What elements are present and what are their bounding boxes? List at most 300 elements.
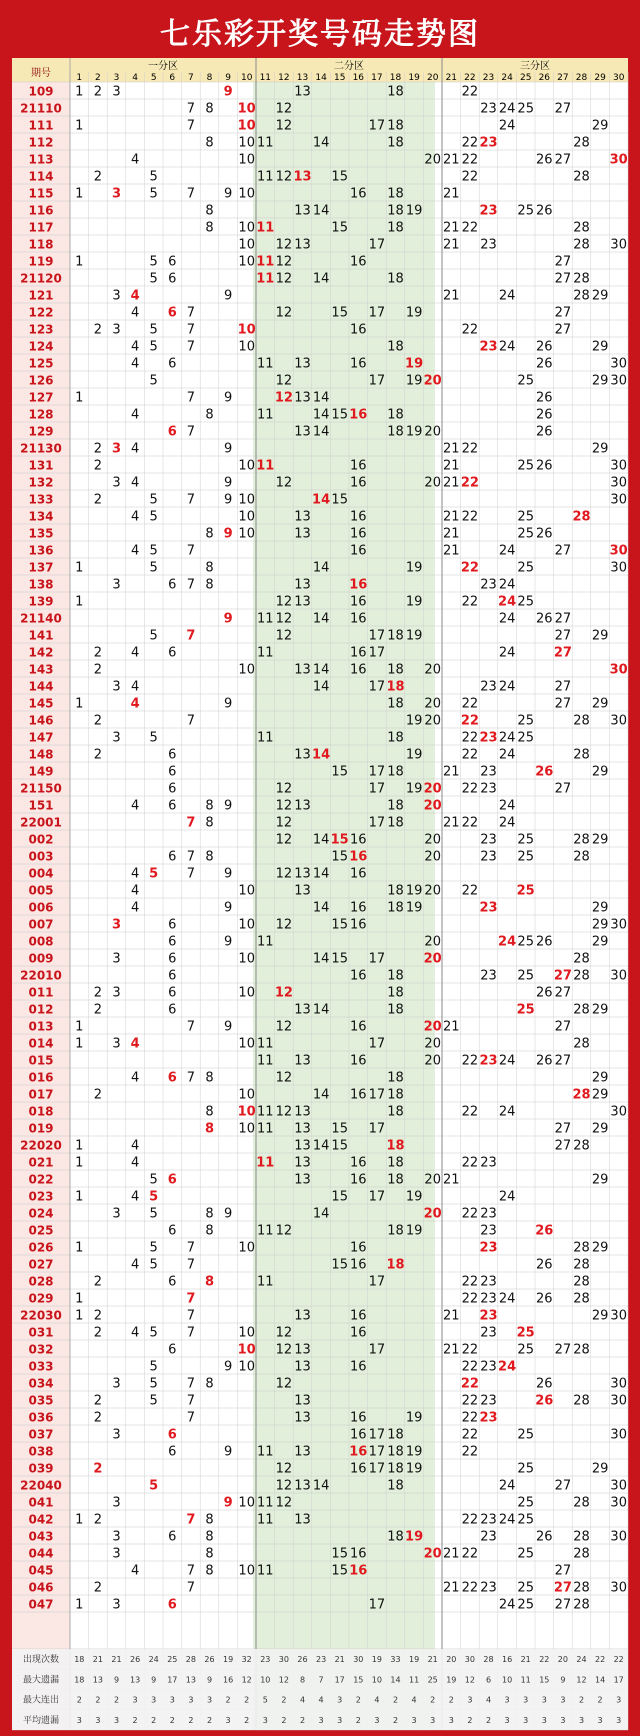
hit-number: 21	[443, 458, 460, 474]
hit-number: 11	[257, 1563, 274, 1579]
hit-number: 27	[554, 1597, 572, 1613]
stats-value: 3	[523, 1695, 529, 1705]
hit-number: 29	[591, 373, 609, 389]
hit-number: 24	[498, 1104, 516, 1120]
hit-number: 14	[312, 866, 330, 882]
hit-number: 16	[350, 509, 367, 525]
hit-number: 27	[554, 611, 572, 627]
hit-number: 30	[610, 1308, 627, 1324]
hit-number: 26	[536, 526, 553, 542]
special-number: 7	[186, 628, 196, 644]
special-number: 18	[386, 1138, 405, 1154]
hit-number: 16	[350, 611, 367, 627]
stats-value: 2	[578, 1695, 585, 1705]
hit-number: 5	[149, 1206, 158, 1222]
special-number: 27	[553, 645, 572, 661]
stats-value: 2	[281, 1695, 287, 1705]
special-number: 28	[572, 1087, 591, 1103]
hit-number: 2	[93, 492, 103, 508]
hit-number: 26	[536, 356, 553, 372]
hit-number: 16	[350, 645, 367, 661]
hit-number: 23	[480, 781, 497, 797]
hit-number: 11	[257, 1495, 274, 1511]
hit-number: 12	[275, 815, 293, 831]
hit-number: 21	[443, 441, 460, 457]
hit-number: 4	[130, 679, 140, 695]
hit-number: 22	[461, 883, 479, 899]
stats-value: 4	[411, 1695, 417, 1705]
hit-number: 9	[223, 900, 233, 916]
hit-number: 28	[573, 713, 590, 729]
hit-number: 2	[93, 322, 103, 338]
hit-number: 3	[112, 1427, 121, 1443]
hit-number: 21	[443, 543, 460, 559]
hit-number: 5	[149, 1359, 158, 1375]
stats-value: 3	[597, 1715, 603, 1725]
hit-number: 10	[238, 492, 255, 508]
hit-number: 16	[350, 1308, 367, 1324]
special-number: 30	[609, 662, 628, 678]
hit-number: 13	[294, 1121, 311, 1137]
hit-number: 4	[130, 509, 140, 525]
hit-number: 16	[350, 1410, 367, 1426]
hit-number: 12	[275, 611, 293, 627]
special-number: 14	[312, 492, 331, 508]
hit-number: 20	[424, 662, 441, 678]
hit-number: 22	[461, 1410, 479, 1426]
hit-number: 22	[461, 1206, 479, 1222]
special-number: 12	[274, 390, 293, 406]
hit-number: 11	[257, 1444, 274, 1460]
stats-value: 19	[223, 1655, 234, 1665]
hit-number: 23	[480, 1359, 497, 1375]
hit-number: 30	[610, 1393, 627, 1409]
hit-number: 17	[368, 815, 386, 831]
period-label: 151	[28, 798, 54, 813]
hit-number: 1	[75, 1308, 84, 1324]
hit-number: 1	[75, 1291, 84, 1307]
hit-number: 2	[93, 1002, 103, 1018]
hit-number: 27	[554, 1019, 572, 1035]
period-label: 125	[28, 356, 54, 371]
stats-value: 3	[560, 1695, 566, 1705]
hit-number: 29	[591, 1121, 609, 1137]
stats-value: 3	[616, 1715, 622, 1725]
hit-number: 16	[350, 917, 367, 933]
hit-number: 5	[149, 1393, 158, 1409]
stats-value: 3	[504, 1715, 510, 1725]
period-label: 046	[28, 1580, 54, 1595]
hit-number: 25	[517, 560, 534, 576]
hit-number: 16	[350, 1257, 367, 1273]
hit-number: 29	[591, 1461, 609, 1477]
hit-number: 17	[368, 1036, 386, 1052]
hit-number: 8	[205, 203, 214, 219]
hit-number: 12	[275, 917, 293, 933]
hit-number: 26	[536, 934, 553, 950]
hit-number: 13	[294, 866, 311, 882]
hit-number: 21	[443, 509, 460, 525]
hit-number: 6	[168, 985, 177, 1001]
hit-number: 1	[75, 1512, 84, 1528]
hit-number: 30	[610, 237, 627, 253]
hit-number: 23	[480, 1580, 497, 1596]
hit-number: 4	[130, 883, 140, 899]
hit-number: 26	[536, 611, 553, 627]
period-label: 142	[28, 645, 54, 660]
hit-number: 10	[238, 662, 255, 678]
hit-number: 16	[350, 832, 367, 848]
hit-number: 10	[238, 220, 255, 236]
hit-number: 30	[610, 373, 627, 389]
hit-number: 4	[130, 441, 140, 457]
hit-number: 12	[275, 1495, 293, 1511]
hit-number: 12	[275, 271, 293, 287]
hit-number: 4	[130, 356, 140, 372]
hit-number: 7	[186, 849, 196, 865]
hit-number: 9	[223, 441, 233, 457]
hit-number: 28	[573, 1036, 590, 1052]
hit-number: 17	[368, 645, 386, 661]
hit-number: 7	[186, 1410, 196, 1426]
number-header: 18	[389, 73, 402, 83]
hit-number: 5	[149, 1257, 158, 1273]
hit-number: 26	[536, 985, 553, 1001]
hit-number: 16	[350, 1546, 367, 1562]
hit-number: 12	[275, 798, 293, 814]
hit-number: 26	[536, 458, 553, 474]
hit-number: 3	[112, 730, 121, 746]
hit-number: 18	[387, 424, 404, 440]
hit-number: 18	[387, 798, 404, 814]
hit-number: 24	[498, 339, 516, 355]
stats-value: 20	[557, 1655, 568, 1665]
hit-number: 13	[294, 203, 311, 219]
hit-number: 8	[205, 1070, 214, 1086]
period-label: 007	[28, 917, 54, 932]
stats-value: 3	[448, 1715, 454, 1725]
period-label: 21130	[20, 441, 62, 456]
hit-number: 12	[275, 1104, 293, 1120]
period-label: 021	[28, 1155, 54, 1170]
hit-number: 15	[331, 407, 348, 423]
hit-number: 5	[149, 1172, 158, 1188]
period-label: 011	[28, 985, 54, 1000]
hit-number: 29	[591, 900, 609, 916]
hit-number: 24	[498, 101, 516, 117]
hit-number: 8	[205, 577, 214, 593]
hit-number: 21	[443, 237, 460, 253]
hit-number: 15	[331, 917, 348, 933]
stats-value: 3	[467, 1695, 473, 1705]
hit-number: 24	[498, 815, 516, 831]
stats-value: 21	[427, 1655, 438, 1665]
special-number: 25	[516, 1325, 535, 1341]
hit-number: 18	[387, 407, 404, 423]
hit-number: 12	[275, 475, 293, 491]
period-label: 009	[28, 951, 54, 966]
period-label: 036	[28, 1410, 54, 1425]
hit-number: 15	[331, 1546, 348, 1562]
hit-number: 3	[112, 1546, 121, 1562]
stats-value: 3	[578, 1715, 585, 1725]
hit-number: 29	[591, 288, 609, 304]
hit-number: 21	[443, 1308, 460, 1324]
hit-number: 18	[387, 883, 404, 899]
hit-number: 16	[350, 968, 367, 984]
hit-number: 2	[93, 1580, 103, 1596]
hit-number: 7	[186, 1393, 196, 1409]
hit-number: 10	[238, 152, 255, 168]
hit-number: 21	[443, 1019, 460, 1035]
stats-label: 平均遗漏	[22, 1715, 60, 1726]
hit-number: 20	[424, 424, 441, 440]
hit-number: 14	[312, 271, 330, 287]
hit-number: 13	[294, 1155, 311, 1171]
hit-number: 7	[186, 118, 196, 134]
period-label: 138	[28, 577, 54, 592]
hit-number: 10	[238, 917, 255, 933]
hit-number: 9	[223, 186, 233, 202]
period-label: 122	[28, 305, 54, 320]
hit-number: 9	[223, 866, 233, 882]
hit-number: 20	[424, 934, 441, 950]
hit-number: 11	[257, 1274, 274, 1290]
special-number: 12	[274, 985, 293, 1001]
hit-number: 17	[368, 951, 386, 967]
special-number: 4	[130, 1036, 140, 1052]
hit-number: 11	[257, 645, 274, 661]
hit-number: 28	[573, 951, 590, 967]
hit-number: 7	[186, 713, 196, 729]
hit-number: 16	[350, 1155, 367, 1171]
period-label: 024	[28, 1206, 54, 1221]
hit-number: 17	[368, 1121, 386, 1137]
hit-number: 11	[257, 1053, 274, 1069]
hit-number: 3	[112, 1495, 121, 1511]
hit-number: 24	[498, 1512, 516, 1528]
hit-number: 6	[168, 1342, 177, 1358]
number-header: 9	[225, 73, 231, 83]
hit-number: 7	[186, 1019, 196, 1035]
stats-value: 32	[241, 1655, 252, 1665]
hit-number: 16	[350, 475, 367, 491]
hit-number: 24	[498, 1597, 516, 1613]
period-label: 035	[28, 1393, 54, 1408]
hit-number: 2	[93, 662, 103, 678]
hit-number: 13	[294, 1342, 311, 1358]
hit-number: 29	[591, 1002, 609, 1018]
hit-number: 6	[168, 1444, 177, 1460]
hit-number: 7	[186, 543, 196, 559]
special-number: 20	[423, 373, 442, 389]
period-label: 029	[28, 1291, 54, 1306]
hit-number: 5	[149, 373, 158, 389]
hit-number: 30	[610, 713, 627, 729]
hit-number: 28	[573, 271, 590, 287]
hit-number: 10	[238, 1359, 255, 1375]
stats-value: 21	[92, 1655, 103, 1665]
hit-number: 7	[186, 390, 196, 406]
hit-number: 8	[205, 1529, 214, 1545]
number-header: 7	[188, 73, 194, 83]
hit-number: 17	[368, 628, 386, 644]
hit-number: 22	[461, 1155, 479, 1171]
stats-value: 12	[576, 1675, 587, 1685]
stats-value: 2	[95, 1695, 101, 1705]
stats-value: 3	[337, 1715, 343, 1725]
hit-number: 23	[480, 1223, 497, 1239]
hit-number: 10	[238, 1036, 255, 1052]
hit-number: 22	[461, 1580, 479, 1596]
hit-number: 10	[238, 1087, 255, 1103]
stats-value: 3	[169, 1695, 175, 1705]
hit-number: 17	[368, 305, 386, 321]
period-label: 126	[28, 373, 54, 388]
hit-number: 24	[498, 118, 516, 134]
hit-number: 18	[387, 1172, 404, 1188]
special-number: 6	[167, 1172, 177, 1188]
hit-number: 24	[498, 1189, 516, 1205]
number-header: 3	[113, 73, 120, 83]
hit-number: 9	[223, 390, 233, 406]
hit-number: 20	[424, 475, 441, 491]
hit-number: 18	[387, 1444, 404, 1460]
hit-number: 19	[405, 305, 423, 321]
hit-number: 5	[149, 322, 158, 338]
hit-number: 12	[275, 1019, 293, 1035]
stats-label: 出现次数	[22, 1655, 60, 1666]
hit-number: 30	[610, 1427, 627, 1443]
special-number: 25	[516, 883, 535, 899]
hit-number: 12	[275, 1376, 293, 1392]
hit-number: 23	[480, 1291, 497, 1307]
hit-number: 16	[350, 662, 367, 678]
hit-number: 3	[112, 1597, 121, 1613]
stats-value: 2	[355, 1715, 361, 1725]
hit-number: 12	[275, 1342, 293, 1358]
stats-value: 2	[281, 1715, 287, 1725]
hit-number: 14	[312, 611, 330, 627]
period-label: 037	[28, 1427, 54, 1442]
hit-number: 10	[238, 1495, 255, 1511]
period-label: 032	[28, 1342, 54, 1357]
special-number: 23	[479, 900, 498, 916]
hit-number: 11	[257, 169, 274, 185]
hit-number: 10	[238, 1240, 255, 1256]
special-number: 4	[130, 288, 140, 304]
hit-number: 16	[350, 1325, 367, 1341]
stats-value: 3	[95, 1715, 101, 1725]
hit-number: 16	[350, 254, 367, 270]
hit-number: 10	[238, 186, 255, 202]
hit-number: 25	[517, 832, 534, 848]
hit-number: 29	[591, 934, 609, 950]
stats-value: 3	[616, 1695, 622, 1705]
stats-value: 26	[204, 1655, 215, 1665]
stats-value: 3	[113, 1715, 120, 1725]
hit-number: 24	[498, 543, 516, 559]
hit-number: 24	[498, 611, 516, 627]
period-label: 002	[28, 832, 54, 847]
hit-number: 13	[294, 883, 311, 899]
hit-number: 23	[480, 849, 497, 865]
special-number: 24	[498, 1359, 517, 1375]
stats-value: 30	[353, 1655, 364, 1665]
hit-number: 20	[424, 152, 441, 168]
hit-number: 11	[257, 1121, 274, 1137]
special-number: 26	[535, 1223, 554, 1239]
hit-number: 4	[130, 1155, 140, 1171]
period-label: 045	[28, 1563, 54, 1578]
period-label: 043	[28, 1529, 54, 1544]
special-number: 22	[460, 475, 479, 491]
zone-label-1: 一分区	[148, 61, 178, 72]
hit-number: 27	[554, 1121, 572, 1137]
hit-number: 30	[610, 475, 627, 491]
stats-value: 13	[185, 1675, 196, 1685]
hit-number: 15	[331, 169, 348, 185]
special-number: 18	[386, 1257, 405, 1273]
number-header: 5	[150, 73, 157, 83]
stats-value: 23	[260, 1655, 271, 1665]
period-label: 21140	[20, 611, 62, 626]
period-label: 003	[28, 849, 54, 864]
stats-value: 2	[467, 1715, 473, 1725]
special-number: 9	[223, 611, 233, 627]
stats-value: 23	[316, 1655, 327, 1665]
period-label: 22030	[20, 1308, 62, 1323]
hit-number: 2	[93, 84, 103, 100]
hit-number: 3	[112, 1376, 121, 1392]
hit-number: 30	[610, 1104, 627, 1120]
hit-number: 20	[424, 713, 441, 729]
special-number: 10	[237, 118, 256, 134]
hit-number: 6	[168, 781, 177, 797]
hit-number: 26	[536, 1257, 553, 1273]
hit-number: 3	[112, 679, 121, 695]
hit-number: 16	[350, 458, 367, 474]
period-label: 22010	[20, 968, 62, 983]
hit-number: 7	[186, 492, 196, 508]
special-number: 30	[609, 543, 628, 559]
hit-number: 18	[387, 1427, 404, 1443]
hit-number: 29	[591, 1240, 609, 1256]
hit-number: 28	[573, 1580, 590, 1596]
stats-value: 24	[148, 1655, 159, 1665]
hit-number: 5	[149, 186, 158, 202]
stats-value: 5	[262, 1695, 268, 1705]
hit-number: 30	[610, 560, 627, 576]
special-number: 9	[223, 1495, 233, 1511]
hit-number: 6	[168, 798, 177, 814]
hit-number: 10	[238, 509, 255, 525]
special-number: 27	[553, 968, 572, 984]
stats-value: 16	[502, 1655, 513, 1665]
hit-number: 18	[387, 339, 404, 355]
hit-number: 4	[130, 900, 140, 916]
hit-number: 18	[387, 1104, 404, 1120]
hit-number: 4	[130, 407, 140, 423]
hit-number: 20	[424, 696, 441, 712]
hit-number: 30	[610, 917, 627, 933]
stats-value: 22	[613, 1655, 624, 1665]
hit-number: 9	[223, 696, 233, 712]
hit-number: 24	[498, 747, 516, 763]
stats-value: 25	[427, 1675, 438, 1685]
hit-number: 27	[554, 305, 572, 321]
hit-number: 20	[424, 883, 441, 899]
